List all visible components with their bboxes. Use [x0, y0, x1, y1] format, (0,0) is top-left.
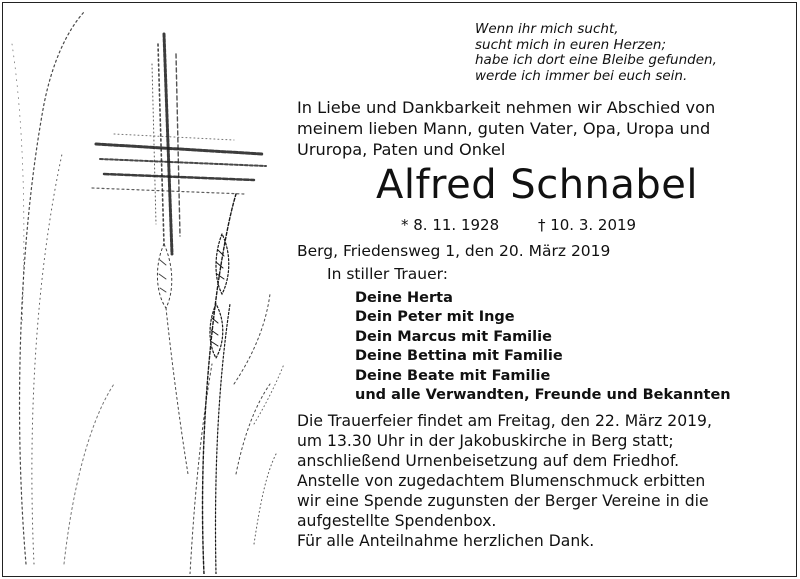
family-member: Deine Herta — [355, 290, 453, 306]
donation-line: wir eine Spende zugunsten der Berger Vereine in die — [297, 491, 709, 510]
poem-line: Wenn ihr mich sucht, — [475, 21, 619, 37]
funeral-line: anschließend Urnenbeisetzung auf dem Friedhof. — [297, 451, 680, 470]
funeral-line: um 13.30 Uhr in der Jakobuskirche in Berg statt; — [297, 431, 674, 450]
donation-line: aufgestellte Spendenbox. — [297, 511, 497, 530]
poem-quote — [475, 22, 795, 84]
intro-line: meinem lieben Mann, guten Vater, Opa, Uropa und — [297, 119, 711, 138]
death-date: † 10. 3. 2019 — [537, 216, 637, 234]
family-member: Dein Peter mit Inge — [355, 309, 515, 326]
poem-line: sucht mich in euren Herzen; — [475, 36, 666, 53]
family-member: Dein Marcus mit Familie — [355, 328, 552, 345]
deceased-name: Alfred Schnabel — [375, 162, 699, 208]
intro-text — [297, 97, 777, 160]
thanks-line: Für alle Anteilnahme herzlichen Dank. — [297, 532, 595, 550]
funeral-info — [297, 412, 779, 471]
place-and-date: Berg, Friedensweg 1, den 20. März 2019 — [297, 242, 611, 260]
funeral-line: Die Trauerfeier findet am Freitag, den 22. März 2019, — [297, 412, 712, 430]
family-member: und alle Verwandten, Freunde und Bekannten — [355, 387, 731, 404]
poem-line: habe ich dort eine Bleibe gefunden, — [475, 52, 717, 68]
poem-line: werde ich immer bei euch sein. — [475, 67, 688, 84]
donation-line: Anstelle von zugedachtem Blumenschmuck erbitten — [297, 472, 706, 490]
family-list — [355, 289, 731, 405]
life-dates — [401, 216, 761, 234]
family-member: Deine Bettina mit Familie — [355, 348, 563, 365]
mourning-label: In stiller Trauer: — [327, 265, 448, 283]
birth-date: * 8. 11. 1928 — [401, 216, 500, 234]
intro-line: Ururopa, Paten und Onkel — [297, 140, 506, 159]
intro-line: In Liebe und Dankbarkeit nehmen wir Abschied von — [297, 98, 716, 117]
cross-with-wheat-sketch-icon — [4, 4, 294, 574]
donation-info — [297, 472, 779, 531]
family-member: Deine Beate mit Familie — [355, 367, 551, 384]
